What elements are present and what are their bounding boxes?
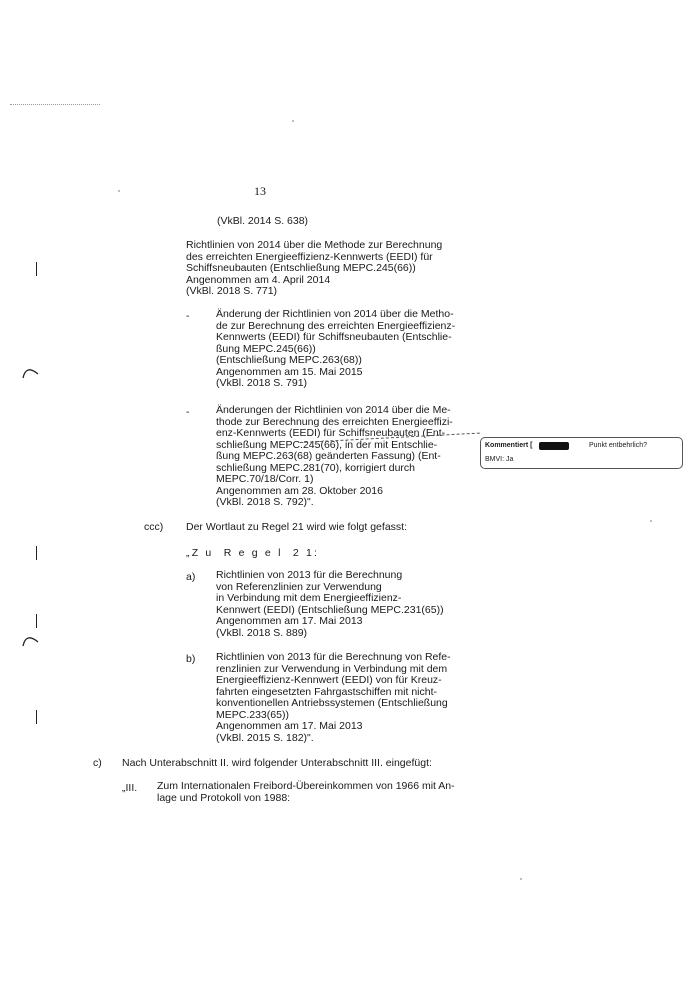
text-line: (VkBl. 2018 S. 889) — [216, 626, 308, 639]
item-iii-paragraph — [157, 781, 455, 804]
text-line: konventionellen Antriebssystemen (Entschließung — [216, 697, 448, 709]
text-line: Kennwert (EEDI) (Entschließung MEPC.231(65)) — [216, 603, 444, 616]
item-marker-iii: „III. — [122, 782, 138, 794]
item-a-paragraph — [216, 570, 444, 639]
c-text: Nach Unterabschnitt II. wird folgender Unterabschnitt III. eingefügt: — [122, 757, 432, 769]
text-line: de zur Berechnung des erreichten Energieeffizienz- — [216, 319, 456, 332]
text-line: renzlinien zur Verwendung in Verbindung mit dem — [216, 662, 448, 675]
text-line: des erreichten Energieeffizienz-Kennwerts (EEDI) für — [186, 250, 433, 263]
text-line: Angenommen am 28. Oktober 2016 — [216, 484, 383, 497]
text-line: schließung MEPC.281(70), korrigiert durch — [216, 461, 415, 474]
margin-change-bar — [36, 546, 37, 560]
text-line: Änderungen der Richtlinien von 2014 über die Me- — [216, 404, 451, 416]
list-dash: - — [186, 310, 190, 322]
item-b-paragraph — [216, 652, 451, 744]
text-line: Richtlinien von 2013 für die Berechnung — [216, 569, 403, 581]
item-marker-a: a) — [186, 571, 196, 583]
ccc-text: Der Wortlaut zu Regel 21 wird wie folgt gefasst: — [186, 521, 407, 533]
zu-regel-21-heading: „Z u R e g e l 2 1: — [186, 547, 320, 559]
comment-reply: BMVI: Ja — [485, 456, 514, 463]
review-comment-box[interactable] — [480, 437, 683, 469]
text-line: (Entschließung MEPC.263(68)) — [216, 354, 362, 366]
text-line: lage und Protokoll von 1988: — [157, 791, 291, 804]
item-marker-ccc: ccc) — [144, 521, 164, 533]
citation-vkbl-2014: (VkBl. 2014 S. 638) — [217, 215, 309, 227]
text-line: von Referenzlinien zur Verwendung — [216, 580, 382, 593]
text-line: Energieeffizienz-Kennwert (EEDI) von für Kreuz- — [216, 674, 442, 686]
text-line: schließung MEPC.245(66), in der mit Entschlie- — [216, 438, 438, 451]
scan-speck — [650, 520, 652, 522]
page-number: 13 — [254, 184, 266, 198]
comment-header: Kommentiert [ — [485, 442, 533, 449]
text-line: Kennwerts (EEDI) für Schiffsneubauten (Entschlie- — [216, 331, 452, 343]
item-marker-b: b) — [186, 653, 196, 665]
text-line: thode zur Berechnung des erreichten Energieeffizi- — [216, 415, 453, 428]
scan-speck — [118, 190, 120, 192]
text-line: Angenommen am 4. April 2014 — [186, 273, 331, 286]
text-line: MEPC.70/18/Corr. 1) — [216, 473, 314, 485]
text-line: Änderung der Richtlinien von 2014 über die Metho- — [216, 308, 454, 320]
margin-hook-mark — [20, 360, 42, 382]
text-line: in Verbindung mit dem Energieeffizienz- — [216, 592, 402, 604]
margin-hook-mark — [20, 628, 42, 650]
guideline-2014-paragraph — [186, 240, 442, 298]
text-line: (VkBl. 2018 S. 771) — [186, 285, 278, 297]
text-line: Richtlinien von 2013 für die Berechnung von Refe- — [216, 651, 451, 663]
text-line: Angenommen am 15. Mai 2015 — [216, 365, 363, 378]
item-marker-c: c) — [93, 757, 102, 769]
text-line: Schiffsneubauten (Entschließung MEPC.245(66)) — [186, 262, 416, 274]
scan-speck — [292, 120, 294, 122]
scan-noise-line — [10, 104, 100, 106]
text-line: fahrten eingesetzten Fahrgastschiffen mit nicht- — [216, 685, 438, 698]
redaction-bar — [539, 442, 569, 450]
scan-speck — [520, 878, 522, 880]
margin-change-bar — [36, 262, 37, 276]
amendment-1-paragraph — [216, 309, 455, 390]
text-line: (VkBl. 2015 S. 182)". — [216, 731, 314, 744]
text-line: Angenommen am 17. Mai 2013 — [216, 720, 363, 732]
text-line: Zum Internationalen Freibord-Übereinkommen von 1966 mit An- — [157, 780, 455, 792]
list-dash: - — [186, 406, 190, 418]
text-line: Richtlinien von 2014 über die Methode zur Berechnung — [186, 239, 443, 251]
text-line: Angenommen am 17. Mai 2013 — [216, 615, 363, 627]
text-line: ßung MEPC.245(66)) — [216, 342, 316, 355]
comment-question: Punkt entbehrlich? — [589, 442, 647, 449]
text-line: enz-Kennwerts (EEDI) für Schiffsneubauten (Ent- — [216, 427, 446, 439]
text-line: ßung MEPC.263(68) geänderten Fassung) (Ent- — [216, 450, 441, 462]
text-line: (VkBl. 2018 S. 791) — [216, 377, 308, 389]
margin-change-bar — [36, 710, 37, 724]
text-line: MEPC.233(65)) — [216, 708, 289, 721]
text-line: (VkBl. 2018 S. 792)". — [216, 496, 314, 508]
margin-change-bar — [36, 614, 37, 628]
amendment-2-paragraph — [216, 405, 453, 509]
